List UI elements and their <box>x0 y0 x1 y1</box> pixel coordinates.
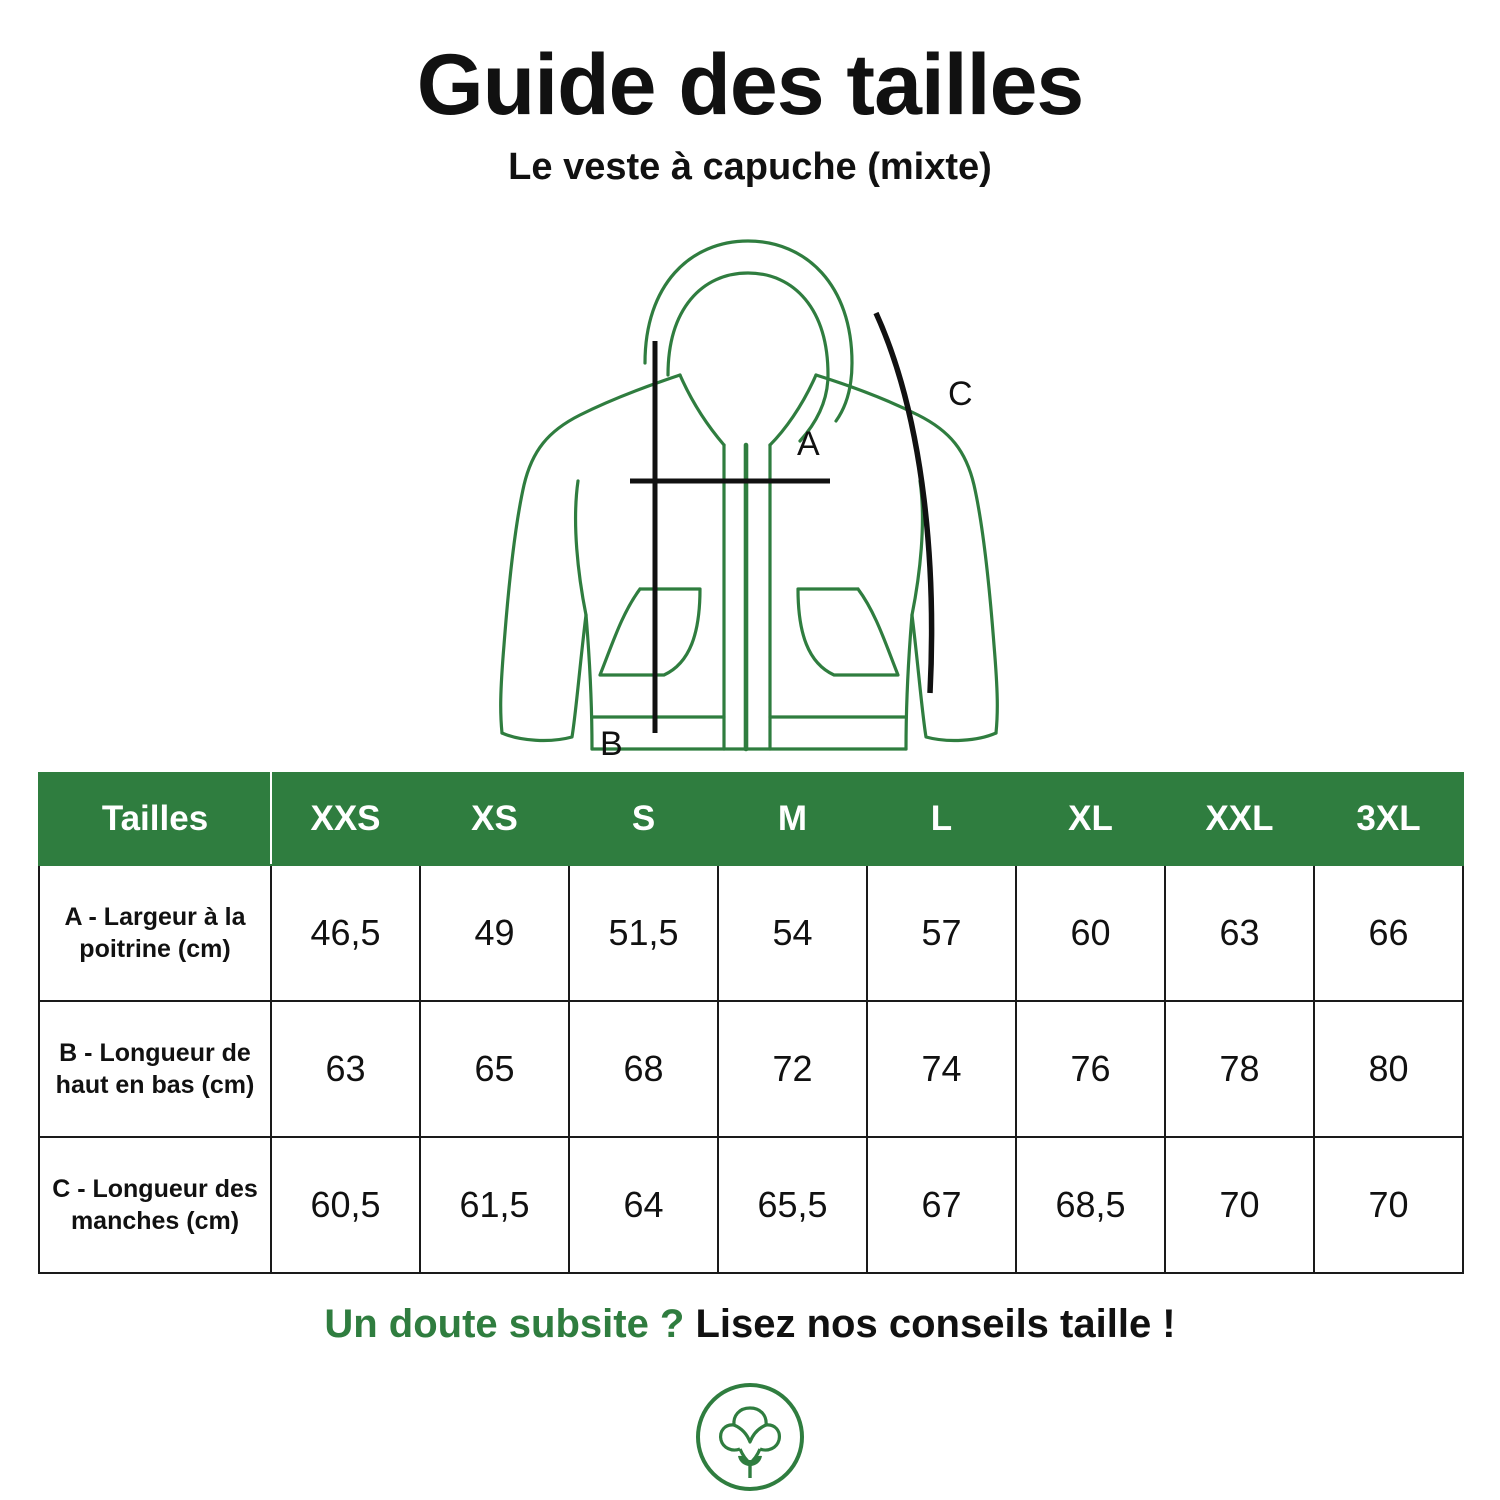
table-header-tailles: Tailles <box>39 773 271 865</box>
table-header-xxs: XXS <box>271 773 420 865</box>
page-title: Guide des tailles <box>416 37 1084 133</box>
cell-b-l: 74 <box>867 1001 1016 1137</box>
cell-a-3xl: 66 <box>1314 865 1463 1001</box>
cell-c-l: 67 <box>867 1137 1016 1273</box>
cell-b-s: 68 <box>569 1001 718 1137</box>
table-header-row <box>39 773 1463 865</box>
size-table-container <box>38 772 1462 1274</box>
cell-a-xl: 60 <box>1016 865 1165 1001</box>
row-label-a: A - Largeur à la poitrine (cm) <box>39 865 271 1001</box>
cell-a-xxl: 63 <box>1165 865 1314 1001</box>
row-label-c: C - Longueur des manches (cm) <box>39 1137 271 1273</box>
footer-question: Un doute subsite ? <box>324 1302 685 1346</box>
table-header-l: L <box>867 773 1016 865</box>
measure-label-c: C <box>948 375 973 413</box>
cell-c-3xl: 70 <box>1314 1137 1463 1273</box>
cell-b-xs: 65 <box>420 1001 569 1137</box>
cotton-flower-icon <box>695 1382 805 1492</box>
table-header-s: S <box>569 773 718 865</box>
cell-c-m: 65,5 <box>718 1137 867 1273</box>
table-header-3xl: 3XL <box>1314 773 1463 865</box>
cell-c-xl: 68,5 <box>1016 1137 1165 1273</box>
table-row <box>39 865 1463 1001</box>
cell-c-s: 64 <box>569 1137 718 1273</box>
table-header-xs: XS <box>420 773 569 865</box>
table-row <box>39 1137 1463 1273</box>
cell-c-xxl: 70 <box>1165 1137 1314 1273</box>
cell-a-s: 51,5 <box>569 865 718 1001</box>
cell-a-xxs: 46,5 <box>271 865 420 1001</box>
cell-b-xl: 76 <box>1016 1001 1165 1137</box>
cell-b-xxs: 63 <box>271 1001 420 1137</box>
row-label-b: B - Longueur de haut en bas (cm) <box>39 1001 271 1137</box>
table-header-m: M <box>718 773 867 865</box>
page-subtitle: Le veste à capuche (mixte) <box>508 146 992 188</box>
cell-c-xs: 61,5 <box>420 1137 569 1273</box>
cell-a-m: 54 <box>718 865 867 1001</box>
measure-label-b: B <box>600 725 623 758</box>
size-table <box>38 772 1464 1274</box>
measure-label-a: A <box>797 425 820 463</box>
cell-b-m: 72 <box>718 1001 867 1137</box>
table-header-xl: XL <box>1016 773 1165 865</box>
footer-advice <box>0 1302 1500 1347</box>
table-header-xxl: XXL <box>1165 773 1314 865</box>
cell-a-xs: 49 <box>420 865 569 1001</box>
jacket-illustration <box>0 193 1500 758</box>
footer-rest: Lisez nos conseils taille ! <box>684 1302 1176 1346</box>
cell-a-l: 57 <box>867 865 1016 1001</box>
cell-b-3xl: 80 <box>1314 1001 1463 1137</box>
table-row <box>39 1001 1463 1137</box>
cell-b-xxl: 78 <box>1165 1001 1314 1137</box>
cell-c-xxs: 60,5 <box>271 1137 420 1273</box>
